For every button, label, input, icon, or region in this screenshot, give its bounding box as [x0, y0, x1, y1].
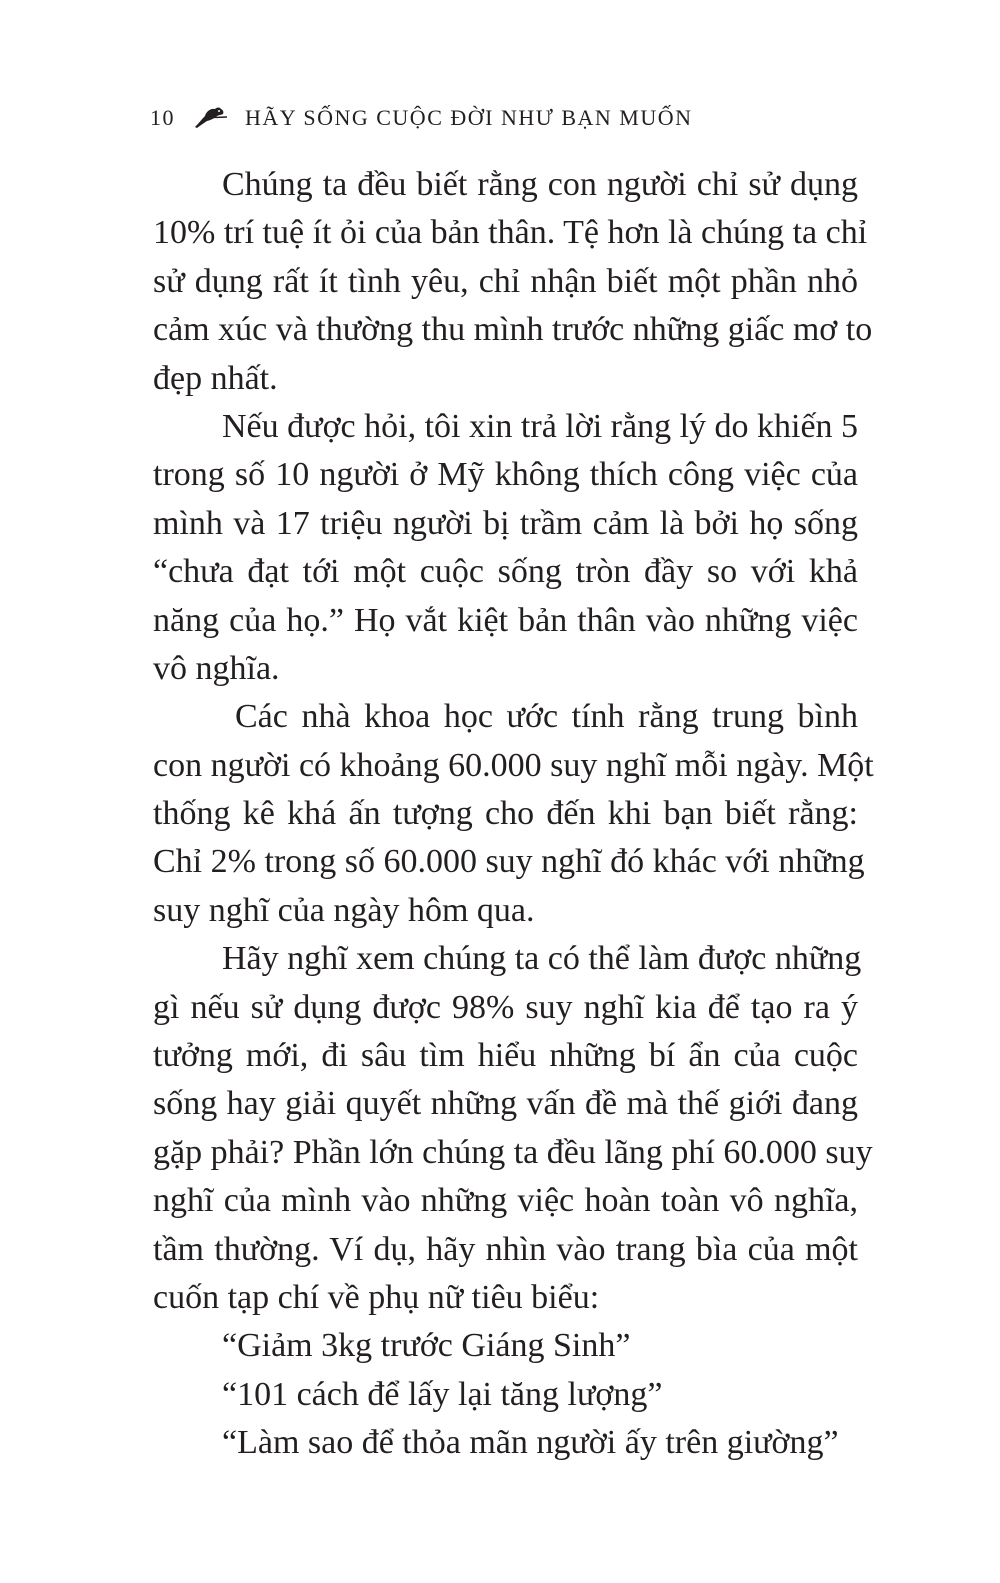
- paragraph-4-line-1: Hãy nghĩ xem chúng ta có thể làm được những: [222, 940, 862, 978]
- running-header: [150, 98, 693, 138]
- paragraph-4-line-5: gặp phải? Phần lớn chúng ta đều lãng phí 60.000 suy: [153, 1133, 873, 1171]
- paragraph-2-line-3: mình và 17 triệu người bị trầm cảm là bởi họ sống: [153, 504, 858, 542]
- paragraph-4-line-7: tầm thường. Ví dụ, hãy nhìn vào trang bìa của một: [153, 1230, 858, 1268]
- body-text: [153, 161, 874, 1468]
- quote-line-3: “Làm sao để thỏa mãn người ấy trên giường”: [222, 1424, 839, 1462]
- running-header-title: HÃY SỐNG CUỘC ĐỜI NHƯ BẠN MUỐN: [245, 105, 693, 130]
- paragraph-1-line-1: Chúng ta đều biết rằng con người chỉ sử dụng: [222, 166, 858, 203]
- paragraph-3-line-2: con người có khoảng 60.000 suy nghĩ mỗi ngày. Một: [153, 746, 874, 784]
- paragraph-4-line-6: nghĩ của mình vào những việc hoàn toàn vô nghĩa,: [153, 1182, 858, 1220]
- paragraph-3-line-4: Chỉ 2% trong số 60.000 suy nghĩ đó khác với những: [153, 843, 865, 881]
- paragraph-3-line-3: thống kê khá ấn tượng cho đến khi bạn biết rằng:: [153, 795, 858, 833]
- paragraph-2-line-4: “chưa đạt tới một cuộc sống tròn đầy so với khả: [153, 553, 858, 591]
- paragraph-2-line-2: trong số 10 người ở Mỹ không thích công việc của: [153, 456, 858, 494]
- quote-line-1: “Giảm 3kg trước Giáng Sinh”: [222, 1327, 631, 1365]
- paragraph-1-line-4: cảm xúc và thường thu mình trước những giấc mơ to: [153, 311, 873, 349]
- paragraph-1-line-3: sử dụng rất ít tình yêu, chỉ nhận biết một phần nhỏ: [153, 262, 858, 300]
- paragraph-4-line-3: tưởng mới, đi sâu tìm hiểu những bí ẩn của cuộc: [153, 1037, 858, 1075]
- paragraph-2-line-5: năng của họ.” Họ vắt kiệt bản thân vào những việc: [153, 601, 858, 639]
- paragraph-3-line-5: suy nghĩ của ngày hôm qua.: [153, 891, 535, 929]
- paragraph-2-line-1: Nếu được hỏi, tôi xin trả lời rằng lý do khiến 5: [222, 407, 859, 445]
- paragraph-4-line-8: cuốn tạp chí về phụ nữ tiêu biểu:: [153, 1278, 600, 1316]
- paragraph-4-line-4: sống hay giải quyết những vấn đề mà thế giới đang: [153, 1085, 858, 1123]
- paragraph-2-line-6: vô nghĩa.: [153, 649, 280, 687]
- quote-line-2: “101 cách để lấy lại tăng lượng”: [222, 1375, 663, 1413]
- paragraph-3-line-1: Các nhà khoa học ước tính rằng trung bình: [235, 698, 858, 736]
- bird-ornament-icon: [193, 105, 229, 131]
- page-number: 10: [150, 105, 175, 130]
- paragraph-1-line-5: đẹp nhất.: [153, 359, 278, 397]
- paragraph-4-line-2: gì nếu sử dụng được 98% suy nghĩ kia để tạo ra ý: [153, 988, 858, 1026]
- paragraph-1-line-2: 10% trí tuệ ít ỏi của bản thân. Tệ hơn là chúng ta chỉ: [153, 214, 868, 252]
